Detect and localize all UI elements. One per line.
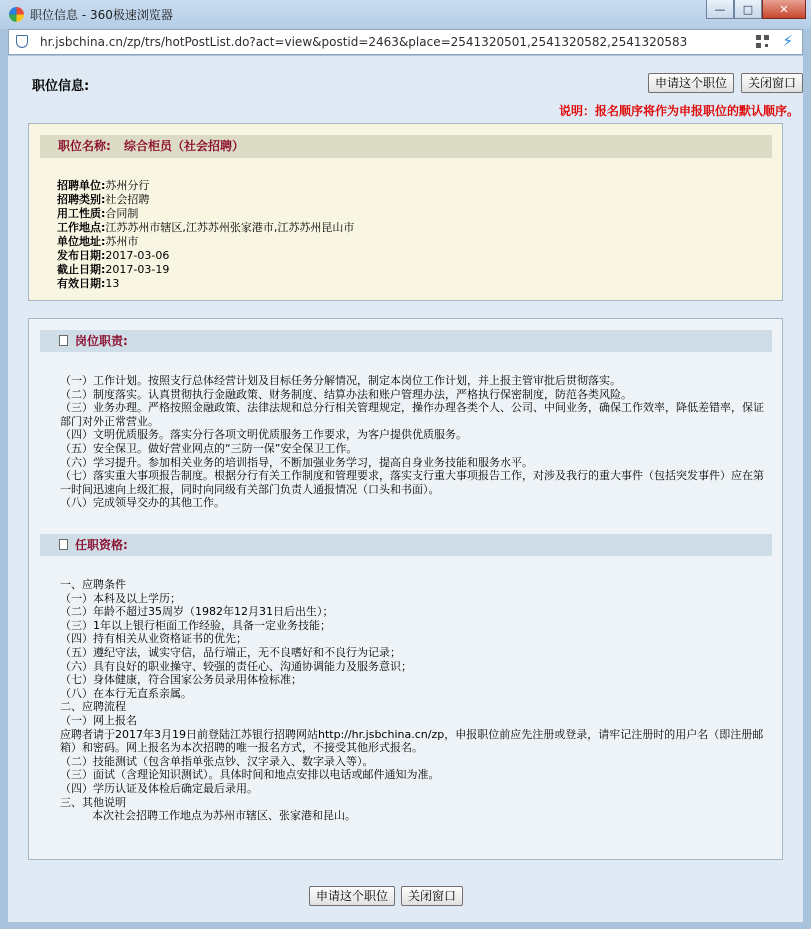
close-window-button[interactable]: ✕: [762, 0, 806, 19]
position-field-row: [57, 221, 354, 235]
field-label: 截止日期:: [57, 263, 106, 276]
field-value: 社会招聘: [105, 193, 150, 206]
position-field-row: [57, 179, 354, 193]
text-line: （一）网上报名: [60, 713, 137, 727]
position-field-row: [57, 193, 354, 207]
qualifications-header: [40, 534, 772, 556]
field-label: 工作地点:: [57, 221, 106, 234]
window-titlebar: [0, 0, 811, 29]
qr-code-icon[interactable]: [756, 35, 769, 48]
field-value: 苏州分行: [105, 179, 150, 192]
field-value: 13: [105, 277, 120, 290]
text-line: （八）在本行无直系亲属。: [60, 686, 192, 700]
text-line: （四）持有相关从业资格证书的优先；: [60, 632, 247, 646]
url-text[interactable]: hr.jsbchina.cn/zp/trs/hotPostList.do?act=view&postid=2463&place=2541320501,2541320582,2541320583: [40, 35, 688, 49]
text-line: （七）落实重大事项报告制度。根据分行有关工作制度和管理要求，落实支行重大事项报告工作，对涉及我行的重大事件（包括突发事件）应在第一时间迅速向上级汇报，同时向同级有关部门负责人通报情况（口头和书面）。: [60, 469, 764, 496]
lightning-icon[interactable]: ⚡: [782, 32, 793, 50]
qualifications-text: [60, 578, 772, 823]
qualifications-heading: 任职资格:: [75, 538, 128, 552]
field-value: 2017-03-19: [105, 263, 170, 276]
page-content: [8, 56, 803, 922]
text-line: （二）年龄不超过35周岁（1982年12月31日后出生）；: [60, 605, 334, 619]
text-line: （七）身体健康，符合国家公务员录用体检标准；: [60, 673, 302, 687]
page-title: 职位信息:: [32, 79, 90, 94]
text-line: （三）面试（含理论知识测试）。具体时间和地点安排以电话或邮件通知为准。: [60, 768, 440, 782]
position-name-label: 职位名称:: [58, 139, 111, 153]
text-line: （五）遵纪守法，诚实守信，品行端正，无不良嗜好和不良行为记录；: [60, 645, 401, 659]
browser-logo-icon: [9, 7, 24, 22]
duties-text: [60, 374, 772, 510]
text-line: （四）学历认证及体检后确定最后录用。: [60, 781, 258, 795]
field-label: 用工性质:: [57, 207, 106, 220]
text-line: （五）安全保卫。做好营业网点的“三防一保”安全保卫工作。: [60, 441, 358, 455]
field-label: 发布日期:: [57, 249, 106, 262]
field-label: 单位地址:: [57, 235, 106, 248]
field-value: 2017-03-06: [105, 249, 170, 262]
address-bar[interactable]: [8, 29, 803, 55]
text-line: 应聘者请于2017年3月19日前登陆江苏银行招聘网站http://hr.jsbchina.cn/zp，申报职位前应先注册或登录，请牢记注册时的用户名（即注册邮箱）和密码。网上报名为本次招聘的唯一报名方式，不接受其他形式报名。: [60, 727, 764, 755]
text-line: （二）制度落实。认真贯彻执行金融政策、财务制度、结算办法和账户管理办法，严格执行保密制度，防范各类风险。: [60, 387, 632, 401]
minimize-button[interactable]: —: [706, 0, 734, 19]
apply-position-button-top[interactable]: 申请这个职位: [648, 73, 734, 93]
text-line: （三）业务办理。严格按照金融政策、法律法规和总分行相关管理规定，操作办理各类个人、公司、中间业务，确保工作效率，降低差错率，保证部门对外正常营业。: [60, 401, 764, 428]
text-line: 一、应聘条件: [60, 578, 126, 591]
document-icon: [59, 335, 68, 346]
field-value: 合同制: [105, 207, 139, 220]
text-line: （四）文明优质服务。落实分行各项文明优质服务工作要求，为客户提供优质服务。: [60, 428, 467, 442]
field-label: 招聘类别:: [57, 193, 106, 206]
shield-icon: [16, 35, 28, 48]
text-line: （六）学习提升。参加相关业务的培训指导，不断加强业务学习，提高自身业务技能和服务水平。: [60, 455, 533, 469]
text-line: （六）具有良好的职业操守、较强的责任心、沟通协调能力及服务意识；: [60, 659, 412, 673]
field-value: 江苏苏州市辖区,江苏苏州张家港市,江苏苏州昆山市: [105, 221, 355, 234]
text-line: （三）1年以上银行柜面工作经验，具备一定业务技能；: [60, 618, 331, 632]
position-info-panel: [28, 123, 783, 301]
field-value: 苏州市: [105, 235, 139, 248]
text-line: 三、其他说明: [60, 795, 126, 809]
text-line: 二、应聘流程: [60, 700, 126, 714]
duties-heading: 岗位职责:: [75, 334, 128, 348]
position-field-row: [57, 207, 354, 221]
field-label: 有效日期:: [57, 277, 106, 290]
text-line: （一）本科及以上学历；: [60, 591, 181, 605]
text-line: （二）技能测试（包含单指单张点钞、汉字录入、数字录入等）。: [60, 754, 374, 768]
position-fields: [57, 179, 354, 291]
maximize-button[interactable]: □: [734, 0, 762, 19]
job-detail-panel: [28, 318, 783, 860]
position-name: 综合柜员（社会招聘）: [124, 139, 245, 153]
position-field-row: [57, 249, 354, 263]
field-label: 招聘单位:: [57, 179, 106, 192]
text-line: （八）完成领导交办的其他工作。: [60, 496, 225, 510]
window-controls: [706, 0, 806, 19]
order-note: 说明：报名顺序将作为申报职位的默认顺序。: [558, 104, 799, 118]
document-icon: [59, 539, 68, 550]
position-field-row: [57, 277, 354, 291]
apply-position-button-bottom[interactable]: 申请这个职位: [309, 886, 395, 906]
text-line: （一）工作计划。按照支行总体经营计划及目标任务分解情况，制定本岗位工作计划，并上报主管审批后贯彻落实。: [60, 374, 621, 387]
close-window-button-top[interactable]: 关闭窗口: [741, 73, 803, 93]
text-line: 本次社会招聘工作地点为苏州市辖区、张家港和昆山。: [92, 809, 356, 823]
position-field-row: [57, 235, 354, 249]
close-window-button-bottom[interactable]: 关闭窗口: [401, 886, 463, 906]
position-field-row: [57, 263, 354, 277]
position-name-header: [40, 135, 772, 158]
window-title: 职位信息 - 360极速浏览器: [30, 8, 173, 22]
duties-header: [40, 330, 772, 352]
